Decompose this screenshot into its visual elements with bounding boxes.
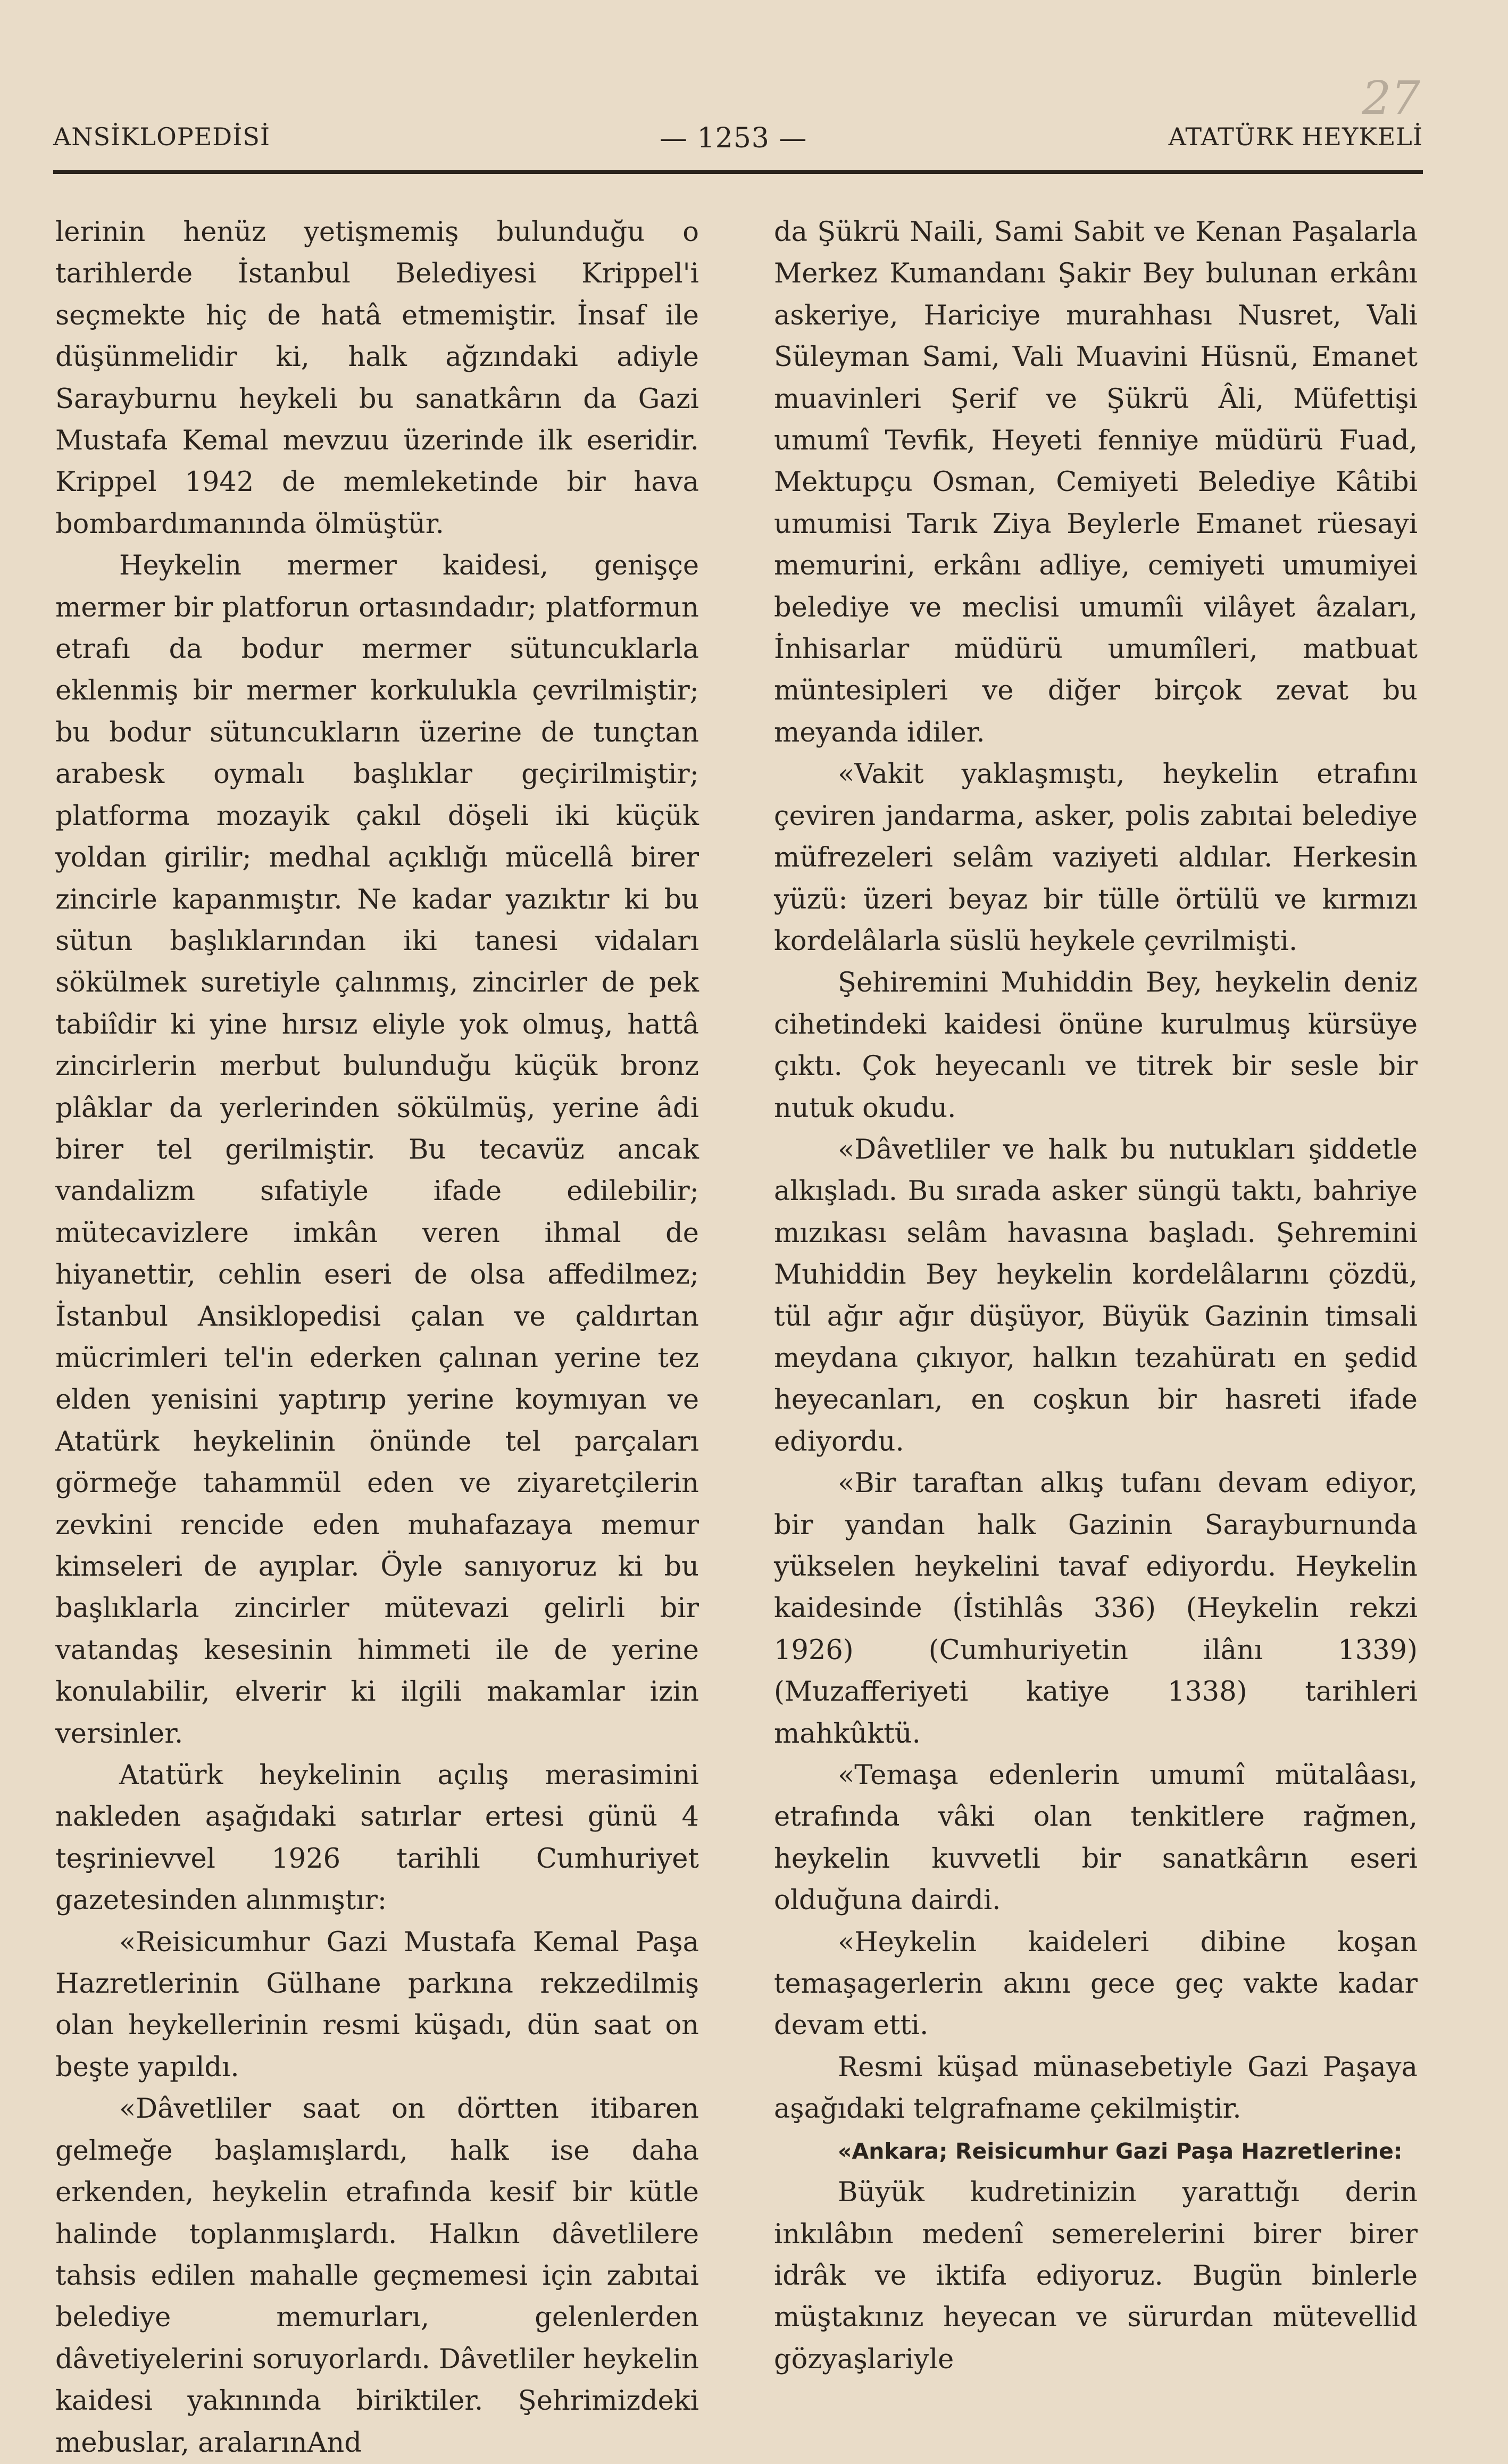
pencil-page-mark: 27 (1362, 72, 1420, 125)
paragraph: lerinin henüz yetişmemiş bulunduğu o tarihlerde İstanbul Belediyesi Krippel'i seçmekte hiç de hatâ etmemiştir. İnsaf ile düşünmelidir ki, halk ağzındaki adiyle Sarayburnu heykeli bu sanatkârın da Gazi Mustafa Kemal mevzuu üzerinde ilk eseridir. Krippel 1942 de memleketinde bir hava bombardımanında ölmüştür. (55, 217, 699, 540)
paragraph: «Dâvetliler saat on dörtten itibaren gelmeğe başlamışlardı, halk ise daha erkenden, heykelin etrafında kesif bir kütle halinde toplanmışlardı. Halkın dâvetlilere tahsis edilen mahalle geçmemesi için zabıtai belediye memurları, gelenlerden dâvetiyelerini soruyorlardı. Dâvetliler heykelin kaidesi yakınında biriktiler. Şehrimizdeki mebuslar, aralarınAnd (55, 2093, 699, 2459)
header-right: ATATÜRK HEYKELİ (1168, 122, 1423, 151)
telegram-address: «Ankara; Reisicumhur Gazi Paşa Hazretlerine: (838, 2138, 1403, 2164)
running-header (53, 122, 1423, 165)
header-rule (53, 170, 1423, 174)
paragraph: «Heykelin kaideleri dibine koşan temaşagerlerin akını gece geç vakte kadar devam etti. (774, 1926, 1418, 2042)
paragraph: «Dâvetliler ve halk bu nutukları şiddetle alkışladı. Bu sırada asker süngü taktı, bahriye mızıkası selâm havasına başladı. Şehremini Muhiddin Bey heykelin kordelâlarını çözdü, tül ağır ağır düşüyor, Büyük Gazinin timsali meydana çıkıyor, halkın tezahüratı en şedid heyecanları, en coşkun bir hasreti ifade ediyordu. (774, 1134, 1418, 1458)
paragraph: «Vakit yaklaşmıştı, heykelin etrafını çeviren jandarma, asker, polis zabıtai belediye müfrezeleri selâm vaziyeti aldılar. Herkesin yüzü: üzeri beyaz bir tülle örtülü ve kırmızı kordelâlarla süslü heykele çevrilmişti. (774, 759, 1418, 957)
header-left: ANSİKLOPEDİSİ (53, 122, 271, 151)
paragraph: Şehiremini Muhiddin Bey, heykelin deniz cihetindeki kaidesi önüne kurulmuş kürsüye çıktı. Çok heyecanlı ve titrek bir sesle bir nutuk okudu. (774, 967, 1418, 1124)
left-column (55, 212, 699, 2464)
paragraph: Heykelin mermer kaidesi, genişçe mermer bir platforun ortasındadır; platformun etrafı da bodur mermer sütuncuklarla eklenmiş bir mermer korkulukla çevrilmiştir; bu bodur sütuncukların üzerine de tunçtan arabesk oymalı başlıklar geçirilmiştir; platforma mozayik çakıl döşeli iki küçük yoldan girilir; medhal açıklığı mücellâ birer zincirle kapanmıştır. Ne kadar yazıktır ki bu sütun başlıklarından iki tanesi vidaları sökülmek suretiyle çalınmış, zincirler de pek tabiîdir ki yine hırsız eliyle yok olmuş, hattâ zincirlerin merbut bulunduğu küçük bronz plâklar da yerlerinden sökülmüş, yerine âdi birer tel gerilmiştir. Bu tecavüz ancak vandalizm sıfatiyle ifade edilebilir; mütecavizlere imkân veren ihmal de hiyanettir, cehlin eseri de olsa affedilmez; İstanbul Ansiklopedisi çalan ve çaldırtan mücrimleri tel'in ederken çalınan yerine tez elden yenisini yaptırıp yerine koymıyan ve Atatürk heykelinin önünde tel parçaları görmeğe tahammül eden ve ziyaretçilerin zevkini rencide eden muhafazaya memur kimseleri de ayıplar. Öyle sanıyoruz ki bu başlıklarla zincirler mütevazi gelirli bir vatandaş kesesinin himmeti ile de yerine konulabilir, elverir ki ilgili makamlar izin versinler. (55, 550, 699, 1750)
paragraph: «Reisicumhur Gazi Mustafa Kemal Paşa Hazretlerinin Gülhane parkına rekzedilmiş olan heykellerinin resmi küşadı, dün saat on beşte yapıldı. (55, 1926, 699, 2083)
page-number: — 1253 — (660, 122, 807, 154)
paragraph: Büyük kudretinizin yarattığı derin inkılâbın medenî semerelerini birer birer idrâk ve iktifa ediyoruz. Bugün binlerle müştakınız heyecan ve sürurdan mütevellid gözyaşlariyle (774, 2177, 1418, 2375)
paragraph: da Şükrü Naili, Sami Sabit ve Kenan Paşalarla Merkez Kumandanı Şakir Bey bulunan erkânı askeriye, Hariciye murahhası Nusret, Vali Süleyman Sami, Vali Muavini Hüsnü, Emanet muavinleri Şerif ve Şükrü Âli, Müfettişi umumî Tevfik, Heyeti fenniye müdürü Fuad, Mektupçu Osman, Cemiyeti Belediye Kâtibi umumisi Tarık Ziya Beylerle Emanet rüesayi memurini, erkânı adliye, cemiyeti umumiyei belediye ve meclisi umumîi vilâyet âzaları, İnhisarlar müdürü umumîleri, matbuat müntesipleri ve diğer birçok zevat bu meyanda idiler. (774, 217, 1418, 748)
paragraph: Resmi küşad münasebetiyle Gazi Paşaya aşağıdaki telgrafname çekilmiştir. (774, 2051, 1418, 2125)
paragraph: «Temaşa edenlerin umumî mütalâası, etrafında vâki olan tenkitlere rağmen, heykelin kuvvetli bir sanatkârın eseri olduğuna dairdi. (774, 1760, 1418, 1917)
right-column (774, 212, 1418, 2380)
paragraph: «Bir taraftan alkış tufanı devam ediyor, bir yandan halk Gazinin Sarayburnunda yükselen heykelini tavaf ediyordu. Heykelin kaidesinde (İstihlâs 336) (Heykelin rekzi 1926) (Cumhuriyetin ilânı 1339) (Muzafferiyeti katiye 1338) tarihleri mahkûktü. (774, 1468, 1418, 1750)
paragraph: Atatürk heykelinin açılış merasimini nakleden aşağıdaki satırlar ertesi günü 4 teşrinievvel 1926 tarihli Cumhuriyet gazetesinden alınmıştır: (55, 1760, 699, 1917)
